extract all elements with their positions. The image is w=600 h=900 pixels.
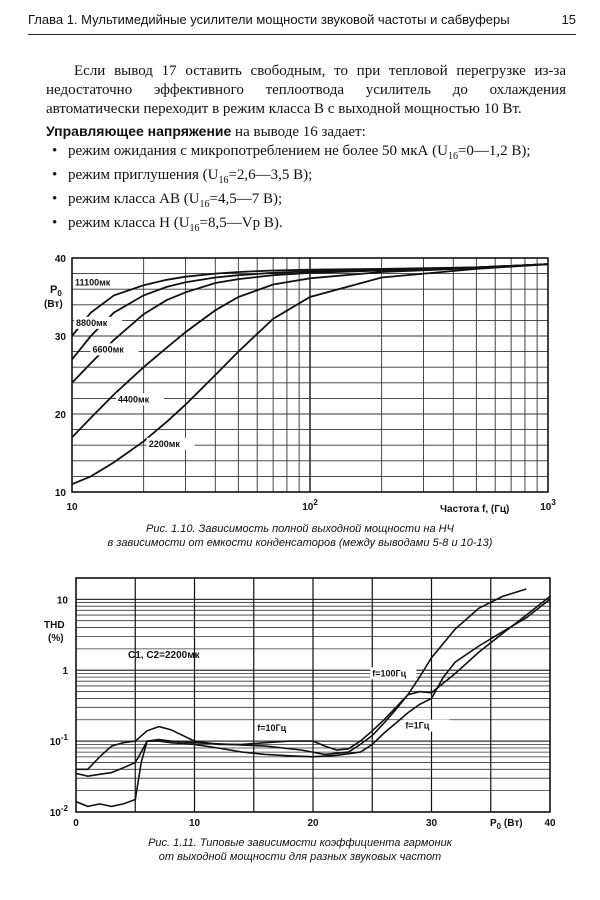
control-voltage-intro <box>46 122 566 142</box>
item-text: =8,5—Vp В). <box>199 215 283 231</box>
chart-annotation: C1, C2=2200мк <box>128 650 200 661</box>
subscript: 16 <box>189 223 200 234</box>
y-tick-label: 30 <box>54 332 66 343</box>
power-frequency-chart <box>0 248 600 520</box>
bullet-icon: • <box>52 167 58 183</box>
y-axis-unit: (Вт) <box>44 299 63 310</box>
y-tick-label: $10^{-1}$ <box>49 733 68 749</box>
subscript: 16 <box>447 151 458 162</box>
y-axis-unit: (%) <box>48 633 64 644</box>
x-tick-label: 30 <box>425 818 438 829</box>
y-tick-label: 10 <box>54 488 66 499</box>
figure-caption-1 <box>0 522 600 550</box>
thd-power-chart <box>0 570 600 832</box>
intro-rest: на выводе 16 задает: <box>231 124 366 140</box>
y-axis-label: $P_0$ <box>50 284 62 298</box>
mode-list <box>46 142 566 238</box>
bold-term: Управляющее напряжение <box>46 123 232 139</box>
caption-line: в зависимости от емкости конденсаторов (между выводами 5-8 и 10-13) <box>107 537 493 549</box>
series-label: 11100мк <box>75 277 111 288</box>
y-tick-label: 20 <box>54 410 66 421</box>
item-text: =2,6—3,5 В); <box>228 167 313 183</box>
list-item <box>46 142 566 166</box>
series-label: f=1Гц <box>405 720 430 731</box>
caption-line: от выходной мощности для разных звуковых частот <box>158 851 442 863</box>
x-tick-label: 0 <box>73 818 79 829</box>
y-tick-label: 40 <box>54 254 66 265</box>
series-label: 8800мк <box>76 317 108 328</box>
y-tick-label: 10 <box>56 595 68 607</box>
item-text: режим приглушения (U <box>68 167 219 183</box>
caption-line: Рис. 1.11. Типовые зависимости коэффициента гармоник <box>148 837 452 849</box>
x-tick-label: 40 <box>544 818 556 829</box>
grid <box>76 578 550 812</box>
x-tick-label: $10^2$ <box>302 498 318 513</box>
series-label: f=10Гц <box>257 722 287 733</box>
series-label: 6600мк <box>92 344 124 355</box>
series-label: 4400мк <box>117 394 150 405</box>
item-text: =0—1,2 В); <box>457 143 531 159</box>
list-item <box>46 166 566 190</box>
list-item <box>46 214 566 238</box>
x-tick-label: 20 <box>307 818 319 829</box>
subscript: 16 <box>199 199 210 210</box>
x-tick-label: $10^3$ <box>540 498 556 513</box>
series-label: f=100Гц <box>372 668 407 679</box>
bullet-icon: • <box>52 143 58 159</box>
x-axis-label: $P_0$ (Вт) <box>490 818 523 831</box>
item-text: режим ожидания с микропотреблением не более 50 мкА (U <box>68 143 448 159</box>
bullet-icon: • <box>52 215 58 231</box>
y-tick-label: 1 <box>62 666 68 678</box>
list-item <box>46 190 566 214</box>
x-tick-label: 10 <box>66 502 78 513</box>
y-tick-label: $10^{-2}$ <box>49 804 68 819</box>
tick-labels <box>55 254 556 513</box>
paragraph: Если вывод 17 оставить свободным, то при тепловой перегрузке из-за недостаточно эффективного теплоотвода усилитель до охлаждения автоматически переходит в режим класса В с выходной мощностью 10 Вт. <box>46 63 566 117</box>
x-tick-label: 10 <box>188 818 201 829</box>
chapter-title: Глава 1. Мультимедийные усилители мощности звуковой частоты и сабвуферы <box>28 12 510 27</box>
figure-caption-2 <box>0 836 600 864</box>
y-axis-label: THD <box>44 620 65 631</box>
tick-labels <box>50 595 556 829</box>
item-text: режим класса Н (U <box>68 215 190 231</box>
series-label: 2200мк <box>148 438 180 449</box>
page-header <box>28 8 576 35</box>
subscript: 16 <box>218 175 229 186</box>
item-text: режим класса АВ (U <box>68 191 200 207</box>
bullet-icon: • <box>52 191 58 207</box>
grid <box>72 258 548 492</box>
body-text <box>46 62 566 238</box>
x-axis-label: Частота f, (Гц) <box>440 504 510 515</box>
item-text: =4,5—7 В); <box>209 191 283 207</box>
page-number: 15 <box>561 12 576 27</box>
caption-line: Рис. 1.10. Зависимость полной выходной мощности на НЧ <box>146 523 454 535</box>
